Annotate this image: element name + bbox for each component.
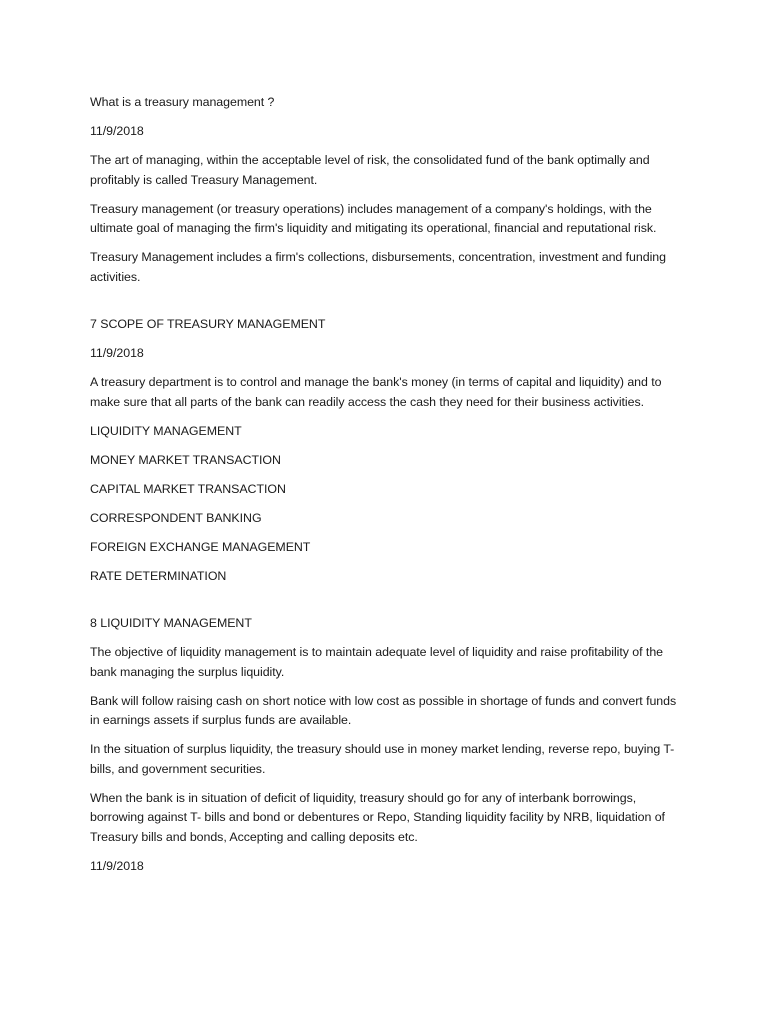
section-liquidity-management [90,614,682,876]
section-date: 11/9/2018 [90,124,144,138]
paragraph: Treasury management (or treasury operations) includes management of a company's holdings, with the ultimate goal of managing the firm's liquidity and mitigating its operational, financial and reputational risk. [90,201,657,235]
list-item: CORRESPONDENT BANKING [90,510,262,525]
paragraph: A treasury department is to control and manage the bank's money (in terms of capital and liquidity) and to make sure that all parts of the bank can readily access the cash they need for their business activities. [90,375,662,409]
section-treasury-management [90,93,682,287]
list-item: LIQUIDITY MANAGEMENT [90,423,242,438]
section-heading: 7 SCOPE OF TREASURY MANAGEMENT [90,317,326,331]
paragraph: The art of managing, within the acceptable level of risk, the consolidated fund of the bank optimally and profitably is called Treasury Management. [90,153,650,187]
list-item: CAPITAL MARKET TRANSACTION [90,481,286,496]
section-date: 11/9/2018 [90,346,144,360]
paragraph: Treasury Management includes a firm's collections, disbursements, concentration, investment and funding activities. [90,250,666,284]
list-item: RATE DETERMINATION [90,568,227,583]
section-heading: What is a treasury management ? [90,95,275,109]
paragraph: When the bank is in situation of deficit of liquidity, treasury should go for any of interbank borrowings, borrowing against T- bills and bond or debentures or Repo, Standing liquidity facility by NRB, liquidation of Treasury bills and bonds, Accepting and calling deposits etc. [90,790,665,844]
document-content [90,93,682,886]
paragraph: In the situation of surplus liquidity, the treasury should use in money market lending, reverse repo, buying T-bills, and government securities. [90,742,675,776]
list-item: FOREIGN EXCHANGE MANAGEMENT [90,539,311,554]
list-item: MONEY MARKET TRANSACTION [90,452,281,467]
paragraph: Bank will follow raising cash on short notice with low cost as possible in shortage of funds and convert funds in earnings assets if surplus funds are available. [90,693,677,727]
paragraph: The objective of liquidity management is to maintain adequate level of liquidity and raise profitability of the bank managing the surplus liquidity. [90,645,664,679]
section-heading: 8 LIQUIDITY MANAGEMENT [90,616,252,630]
section-scope-of-treasury-management [90,315,682,586]
section-date: 11/9/2018 [90,858,144,873]
